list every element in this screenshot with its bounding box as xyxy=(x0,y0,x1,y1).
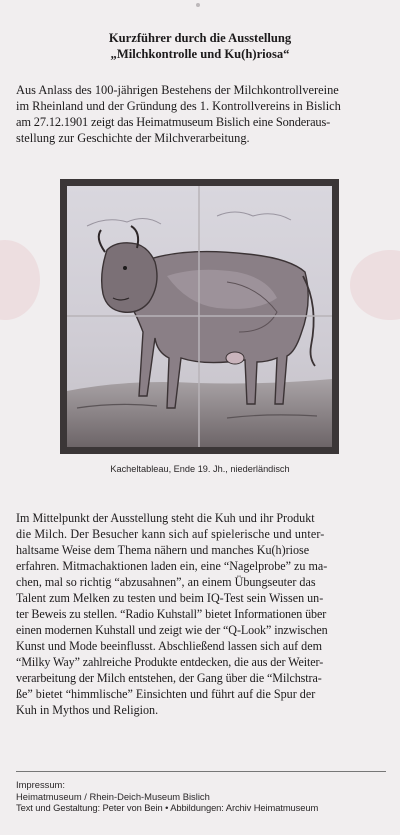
cow-tile-illustration xyxy=(67,186,332,447)
body-line: die Milch. Der Besucher kann sich auf spielerische und unter- xyxy=(16,527,325,541)
heading-line-1: Kurzführer durch die Ausstellung xyxy=(108,31,292,45)
punch-mark xyxy=(196,3,200,7)
body-line: Kuh in Mythos und Religion. xyxy=(16,703,159,717)
intro-line: Aus Anlass des 100-jährigen Bestehens der Milchkontrollvereine xyxy=(16,83,339,97)
body-line: erfahren. Mitmachaktionen laden ein, eine “Nagelprobe” zu ma- xyxy=(16,559,328,573)
background-stain xyxy=(0,240,40,320)
intro-line: stellung zur Geschichte der Milchverarbeitung. xyxy=(16,131,250,145)
intro-line: im Rheinland und der Gründung des 1. Kontrollvereins in Bislich xyxy=(16,99,341,113)
impressum-credits: Text und Gestaltung: Peter von Bein • Abbildungen: Archiv Heimatmuseum xyxy=(16,802,319,813)
body-line: “Milky Way” zahlreiche Produkte entdecken, die aus der Weiter- xyxy=(16,655,324,669)
body-line: Im Mittelpunkt der Ausstellung steht die Kuh und ihr Produkt xyxy=(16,511,315,525)
background-stain xyxy=(350,250,400,320)
body-line: einen modernen Kuhstall und zeigt wie der “Q-Look” inzwischen xyxy=(16,623,328,637)
body-line: Talent zum Melken zu testen und beim IQ-Test sein Wissen un- xyxy=(16,591,324,605)
tile-tableau-image xyxy=(60,179,339,454)
body-line: ße” bietet “himmlische” Einsichten und führt auf die Spur der xyxy=(16,687,316,701)
intro-line: am 27.12.1901 zeigt das Heimatmuseum Bislich eine Sonderaus- xyxy=(16,115,331,129)
body-line: haltsame Weise dem Thema nähern und manches Ku(h)riose xyxy=(16,543,310,557)
impressum-museum: Heimatmuseum / Rhein-Deich-Museum Bislich xyxy=(16,790,210,802)
image-caption: Kacheltableau, Ende 19. Jh., niederländisch xyxy=(110,464,290,474)
impressum-block xyxy=(16,779,396,814)
body-line: chen, mal so richtig “abzusahnen”, an einem Übungseuter das xyxy=(16,575,316,589)
intro-paragraph xyxy=(16,82,386,146)
leaflet-heading xyxy=(0,30,400,62)
body-paragraph xyxy=(16,510,386,718)
impressum-title: Impressum: xyxy=(16,779,65,790)
footer-divider xyxy=(16,771,386,772)
body-line: Kunst und Mode beeinflusst. Abschließend lassen sich auf dem xyxy=(16,639,322,653)
heading-line-2: „Milchkontrolle und Ku(h)riosa“ xyxy=(110,47,290,61)
body-line: verarbeitung der Milch entstehen, der Gang über die “Milchstra- xyxy=(16,671,322,685)
cow-head xyxy=(102,243,157,312)
body-line: ter Beweis zu stellen. “Radio Kuhstall” bietet Informationen über xyxy=(16,607,327,621)
